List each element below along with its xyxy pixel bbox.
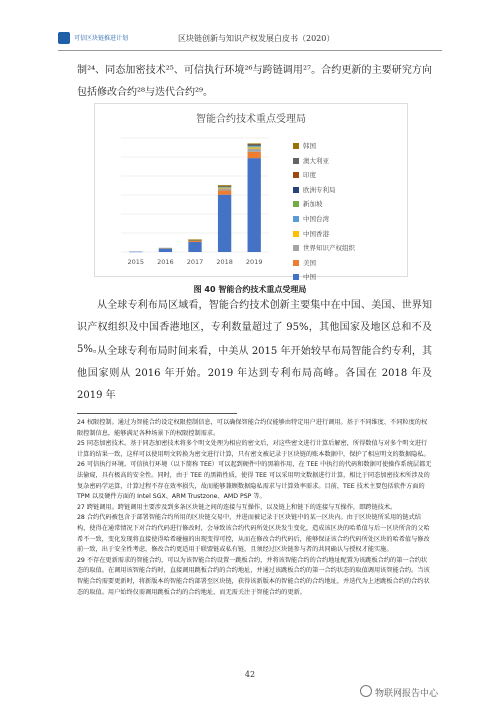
paragraph-1: 制²⁴、同态加密技术²⁵、可信执行环境²⁶与跨链调用²⁷。合约更新的主要研究方向包括修改合约²⁸与迭代合约²⁹。 xyxy=(77,65,432,98)
legend-item xyxy=(293,228,403,243)
legend-label: 美国 xyxy=(303,258,316,267)
header-title: 区块链创新与知识产权发展白皮书（2020） xyxy=(178,34,335,43)
bar-segment xyxy=(248,146,261,147)
legend-swatch xyxy=(293,245,299,251)
chart-plot xyxy=(113,132,273,268)
logo-icon xyxy=(58,32,70,44)
legend-label: 韩国 xyxy=(303,142,316,150)
legend-item xyxy=(293,184,403,199)
bar-segment xyxy=(129,252,142,253)
footnote-item: 26 可信执行环境。可信执行环境（以下简称 TEE）可以起到硬件中的黑箱作用，在 TEE 中执行的代码和数据可使操作系统层都无法偷窥，具有极高的安全性。同时，由于 TEE 的黑箱性质，使得 TEE 可以采用明文数据进行计算，相比于同态加密技术所涉及的复杂密码学运算，计算过程不存在效率损失，故而能够兼顾数据隐私需求与计算效率需求。目前，TEE 技术主要包括软件方面的 TPM 以及硬件方面的 Intel SGX、ARM Trustzone、AMD PSP 等。 xyxy=(77,461,432,501)
footnote-item: 24 权限控制。通过为智能合约设定权限控制信息，可以确保智能合约仅能够由特定用户进行调用。基于不同维度、不同粒度的权限控制信息，能够满足各种场景下的权限控制需求。 xyxy=(77,419,428,437)
x-tick-label: 2016 xyxy=(157,258,174,266)
legend-swatch xyxy=(293,216,299,222)
chart-container xyxy=(94,103,408,282)
footnote-divider xyxy=(77,413,237,414)
bar-segment xyxy=(218,185,231,186)
legend-label: 新加坡 xyxy=(303,200,323,209)
footnotes xyxy=(77,418,432,598)
figure-caption: 图 40 智能合约技术重点受理局 xyxy=(193,285,307,294)
legend-item xyxy=(293,198,403,213)
legend-item xyxy=(293,140,403,155)
header-divider xyxy=(58,50,442,51)
legend-label: 中国 xyxy=(303,273,316,282)
x-tick-label: 2017 xyxy=(186,258,204,266)
legend-item xyxy=(293,257,403,272)
bar-segment xyxy=(248,149,261,152)
logo-text: 可信区块链推进计划 xyxy=(74,35,129,42)
bar-segment xyxy=(248,158,261,252)
bar-segment xyxy=(159,249,172,252)
page-header xyxy=(58,30,442,48)
bar-segment xyxy=(218,188,231,189)
bar-segment xyxy=(218,191,231,195)
watermark-text: 物联网报告中心 xyxy=(375,689,439,699)
bar-segment xyxy=(218,195,231,252)
watermark xyxy=(360,685,438,699)
chart-legend xyxy=(293,140,403,286)
bar-segment xyxy=(159,248,172,249)
logo xyxy=(58,32,150,46)
bar-segment xyxy=(218,188,231,190)
legend-label: 中国台湾 xyxy=(303,214,329,223)
legend-label: 欧洲专利局 xyxy=(303,185,336,194)
bar-segment xyxy=(248,145,261,146)
footnote-item: 28 合约代码被包含于部署智能合约所用的区块链交易中，并进而被记录于区块链中的某一区块内。由于区块链所采用的链式结构，使得在通常情况下对合约代码进行修改时，会导致该合约代码所处区块发生变化，造成该区块的哈希值与后一区块所含的父哈希不一致，变化发现将直接使得哈希碰撞的出现变得可控，从而在修改合约代码后，能够保证该合约代码所处区块的哈希值与修改前一致，出于安全性考虑，修改合约更适用于联盟链或私有链，且须经过区块链参与者的共同确认与授权才能实施。 xyxy=(77,514,430,554)
x-tick-label: 2015 xyxy=(127,258,145,266)
x-tick-label: 2018 xyxy=(216,258,233,266)
legend-swatch xyxy=(293,274,299,280)
legend-label: 澳大利亚 xyxy=(303,156,329,165)
paragraph-2: 从全球专利布局区域看，智能合约技术创新主要集中在中国、美国、世界知识产权组织及中国香港地区，专利数量超过了 95%，其他国家及地区总和不及 5%。 xyxy=(77,300,432,355)
bar-segment xyxy=(188,239,201,240)
legend-swatch xyxy=(293,260,299,266)
wechat-icon xyxy=(360,685,372,697)
legend-swatch xyxy=(293,143,299,149)
bar-segment xyxy=(248,152,261,158)
legend-swatch xyxy=(293,172,299,178)
x-tick-label: 2019 xyxy=(245,258,263,266)
page-number: 42 xyxy=(244,670,256,679)
bar-segment xyxy=(248,143,261,144)
legend-item xyxy=(293,155,403,170)
bar-segment xyxy=(248,147,261,148)
bar-segment xyxy=(188,242,201,252)
footnote-item: 29 不存在更新需求的智能合约，可以为该智能合约设置一跳板合约，并将该智能合约的合约地址配置为该跳板合约的第一合约状态的取值。在调用该智能合约时，直接调用跳板合约的合约地址，并通过该跳板合约的第一合约状态的取值调用该智能合约。当该智能合约需要更新时，将新版本的智能合约部署至区块链，获得该新版本的智能合约的合约地址，并迭代为上述跳板合约的合约状态的取值。用户始终仅需调用跳板合约的合约地址，而无需关注于智能合约的更新。 xyxy=(77,556,430,596)
chart-title: 智能合约技术重点受理局 xyxy=(196,114,306,125)
legend-item xyxy=(293,213,403,228)
legend-label: 中国香港 xyxy=(303,229,329,238)
legend-label: 世界知识产权组织 xyxy=(303,244,355,253)
legend-swatch xyxy=(293,201,299,207)
footnote-item: 27 跨链调用。跨链调用主要涉及到多条区块链之间的连接与互操作，以及链上和链下的连接与互操作，即跨链技术。 xyxy=(77,503,397,511)
legend-item xyxy=(293,242,403,257)
footnote-item: 25 同态加密技术。基于同态加密技术将多个明文处理为相应的密文后，对这些密文进行计算后解密，所得数值与对多个明文进行计算的结果一致，这样可以使用明文转换为密文进行计算，只有密文被记录于区块链的账本数据中，保护了相应明文的数据隐私。 xyxy=(77,440,430,458)
bar-segment xyxy=(188,241,201,242)
legend-label: 印度 xyxy=(303,171,316,180)
bar-segment xyxy=(248,146,261,147)
paragraph-3: 从全球专利布局时间来看，中美从 2015 年开始较早布局智能合约专利，其他国家则从 2016 年开始。2019 年达到专利布局高峰。各国在 2018 年及 2019 年 xyxy=(77,346,432,401)
legend-swatch xyxy=(293,187,299,193)
legend-swatch xyxy=(293,158,299,164)
legend-item xyxy=(293,169,403,184)
legend-swatch xyxy=(293,231,299,237)
